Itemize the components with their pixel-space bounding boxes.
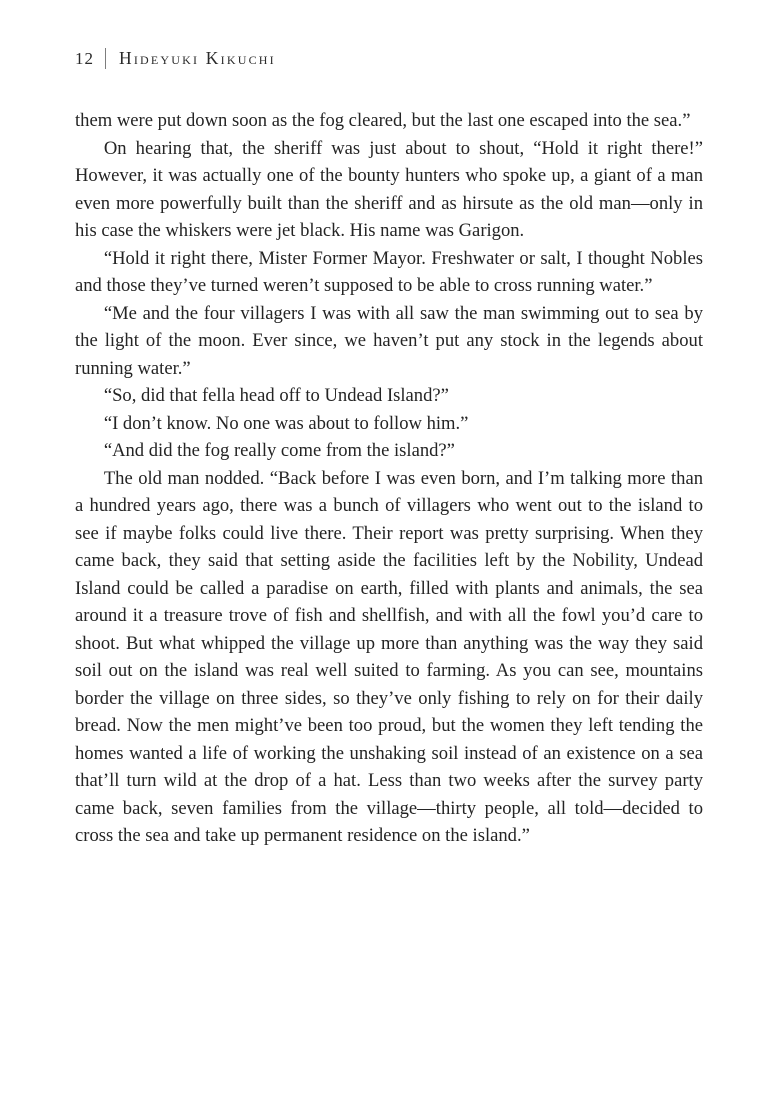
paragraph-4: “Me and the four villagers I was with all saw the man swimming out to sea by the light of the moon. Ever since, we haven’t put any stock in the legends about running water.” (75, 302, 703, 379)
header-divider (105, 48, 106, 69)
paragraph-3: “Hold it right there, Mister Former Mayor. Freshwater or salt, I thought Nobles and those they’ve turned weren’t supposed to be able to cross running water.” (75, 247, 703, 296)
page-number: 12 (75, 48, 94, 68)
paragraph-6: “I don’t know. No one was about to follow him.” (103, 412, 469, 434)
paragraph-8: The old man nodded. “Back before I was even born, and I’m talking more than a hundred years ago, there was a bunch of villagers who went out to the island to see if maybe folks could live there. Their report was pretty surprising. When they came back, they said that setting aside the facilities left by the Nobility, Undead Island could be called a paradise on earth, filled with plants and animals, the sea around it a treasure trove of fish and shellfish, and with all the fowl you’d care to shoot. But what whipped the village up more than anything was the way they said soil out on the island was real well suited to farming. As you can see, mountains border the village on three sides, so they’ve only fishing to rely on for their daily bread. Now the men might’ve been too proud, but the women they left tending the homes wanted a life of working the unshaking soil instead of an existence on a sea that’ll turn wild at the drop of a hat. Less than two weeks after the survey party came back, seven families from the village—thirty people, all told—decided to cross the sea and take up permanent residence on the island.” (75, 467, 703, 846)
paragraph-2: On hearing that, the sheriff was just about to shout, “Hold it right there!” However, it was actually one of the bounty hunters who spoke up, a giant of a man even more powerfully built than the sheriff and as hirsute as the old man—only in his case the whiskers were jet black. His name was Garigon. (75, 137, 703, 241)
page-body (75, 107, 703, 850)
paragraph-1: them were put down soon as the fog cleared, but the last one escaped into the sea.” (75, 110, 691, 131)
page-header (75, 48, 703, 69)
paragraph-7: “And did the fog really come from the island?” (103, 440, 455, 461)
running-head-author: Hideyuki Kikuchi (119, 48, 276, 68)
paragraph-5: “So, did that fella head off to Undead Island?” (103, 385, 449, 406)
